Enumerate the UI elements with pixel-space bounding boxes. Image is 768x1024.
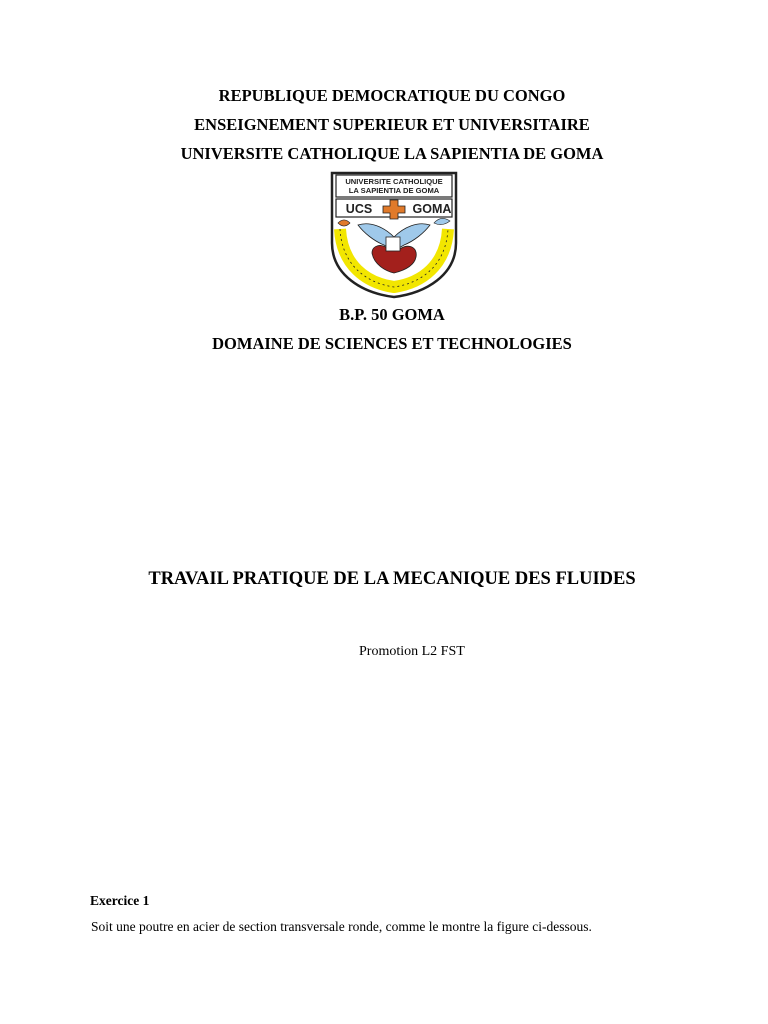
exercise-heading: Exercice 1 [90,893,150,908]
logo-left-word: UCS [345,202,373,216]
university-logo [328,171,460,299]
logo-name-line1: UNIVERSITE CATHOLIQUE [345,177,443,186]
university-crest-icon [328,171,460,299]
promotion-label: Promotion L2 FST [359,644,465,659]
exercise-text: Soit une poutre en acier de section transversale ronde, comme le montre la figure ci-dessous. [91,919,592,934]
logo-name-line2: LA SAPIENTIA DE GOMA [348,186,440,195]
university-heading: UNIVERSITE CATHOLIQUE LA SAPIENTIA DE GOMA [180,144,604,163]
postal-box: B.P. 50 GOMA [339,305,445,324]
country-heading: REPUBLIQUE DEMOCRATIQUE DU CONGO [218,86,566,105]
logo-right-word: GOMA [412,202,452,216]
domain-heading: DOMAINE DE SCIENCES ET TECHNOLOGIES [212,334,572,353]
ministry-heading: ENSEIGNEMENT SUPERIEUR ET UNIVERSITAIRE [194,115,590,134]
document-title: TRAVAIL PRATIQUE DE LA MECANIQUE DES FLUIDES [148,569,636,589]
